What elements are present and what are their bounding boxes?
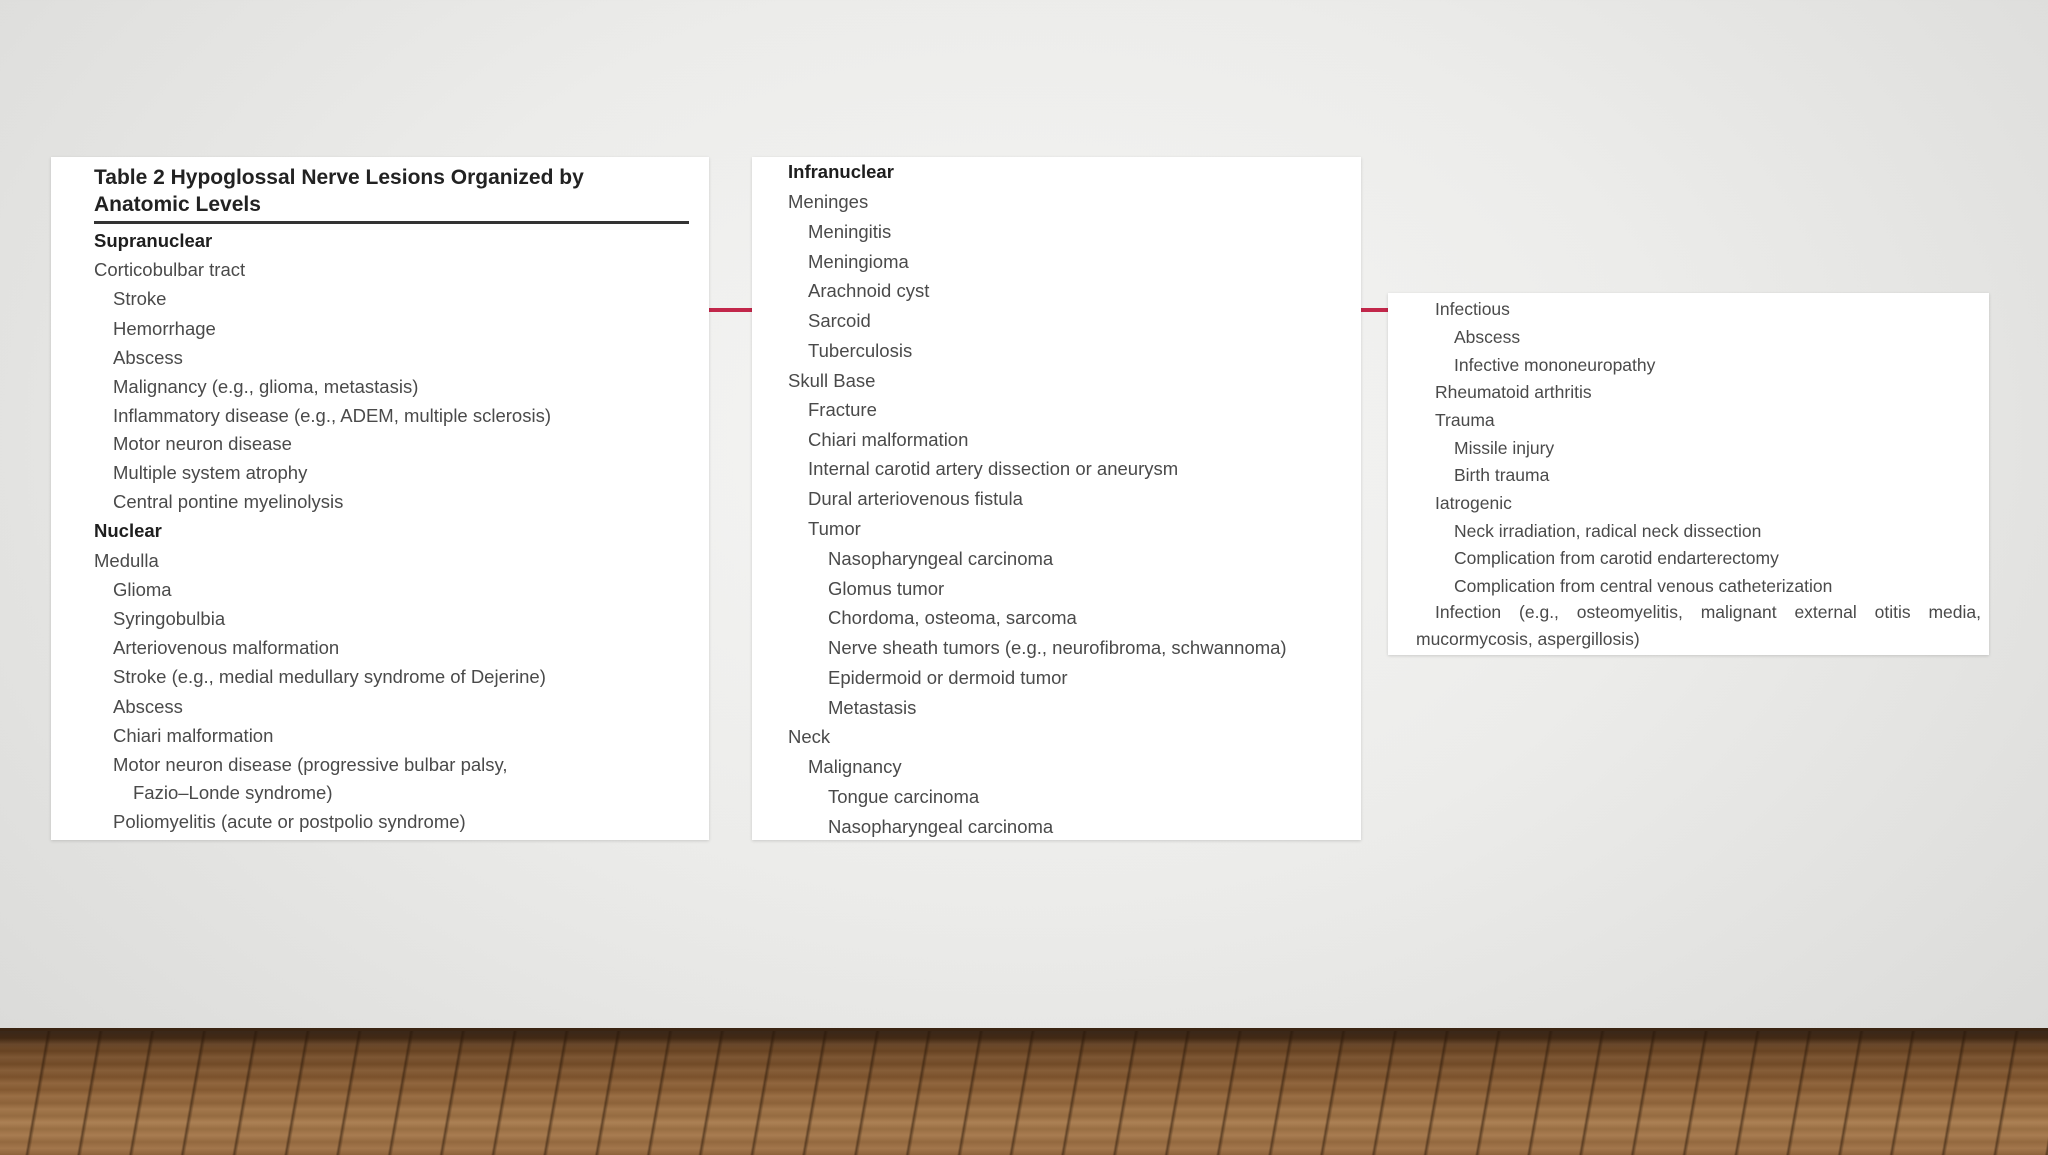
list-item: Syringobulbia	[113, 608, 226, 629]
list-item: Stroke (e.g., medial medullary syndrome of Dejerine)	[113, 666, 546, 687]
wood-floor	[0, 1028, 2048, 1155]
list-item: Motor neuron disease	[113, 433, 292, 454]
list-item: Infectious	[1435, 299, 1510, 319]
list-item: Arachnoid cyst	[808, 280, 930, 301]
table-title-line-2: Anatomic Levels	[94, 193, 261, 216]
list-item: Tongue carcinoma	[828, 786, 980, 807]
connector-line-left	[709, 308, 752, 312]
list-item: Meningitis	[808, 221, 892, 242]
list-item: Inflammatory disease (e.g., ADEM, multiple sclerosis)	[113, 405, 551, 426]
list-item: Birth trauma	[1454, 465, 1550, 485]
list-item: Stroke	[113, 288, 167, 309]
table-panel-supranuclear-nuclear	[51, 157, 709, 840]
list-item-line-2: mucormycosis, aspergillosis)	[1416, 629, 1640, 649]
list-item: Skull Base	[788, 370, 876, 391]
list-item: Poliomyelitis (acute or postpolio syndrome)	[113, 811, 466, 832]
table-title	[94, 164, 694, 218]
list-item: Multiple system atrophy	[113, 462, 308, 483]
list-item: Meningioma	[808, 251, 909, 272]
list-item-infection	[1416, 599, 1981, 653]
list-item: Chiari malformation	[808, 429, 969, 450]
list-item: Central pontine myelinolysis	[113, 491, 344, 512]
table-panel-infranuclear	[752, 157, 1361, 840]
list-item: Chiari malformation	[113, 725, 274, 746]
table-panel-infranuclear-continued	[1388, 293, 1989, 655]
list-item: Dural arteriovenous fistula	[808, 488, 1023, 509]
list-item: Medulla	[94, 550, 159, 571]
list-item: Abscess	[113, 347, 183, 368]
list-item: Iatrogenic	[1435, 493, 1512, 513]
list-item: Complication from carotid endarterectomy	[1454, 548, 1779, 568]
connector-line-right	[1361, 308, 1388, 312]
list-item: Epidermoid or dermoid tumor	[828, 667, 1068, 688]
list-item: Infective mononeuropathy	[1454, 355, 1656, 375]
section-heading-infranuclear: Infranuclear	[788, 161, 894, 182]
list-item-line-1: Infection (e.g., osteomyelitis, malignant external otitis media,	[1435, 602, 1981, 622]
list-item: Malignancy (e.g., glioma, metastasis)	[113, 376, 419, 397]
list-item: Abscess	[113, 696, 183, 717]
table-title-line-1: Table 2 Hypoglossal Nerve Lesions Organized by	[94, 166, 584, 189]
list-item: Metastasis	[828, 697, 917, 718]
list-item-continuation: Fazio–Londe syndrome)	[133, 782, 333, 803]
list-item: Nasopharyngeal carcinoma	[828, 816, 1054, 837]
list-item: Nerve sheath tumors (e.g., neurofibroma, schwannoma)	[828, 637, 1287, 658]
list-item: Complication from central venous catheterization	[1454, 576, 1833, 596]
list-item: Glioma	[113, 579, 172, 600]
list-item: Missile injury	[1454, 438, 1555, 458]
list-item: Abscess	[1454, 327, 1521, 347]
list-item: Tuberculosis	[808, 340, 913, 361]
list-item: Hemorrhage	[113, 318, 216, 339]
list-item: Glomus tumor	[828, 578, 945, 599]
list-item: Motor neuron disease (progressive bulbar palsy,	[113, 754, 508, 775]
list-item: Trauma	[1435, 410, 1495, 430]
list-item: Rheumatoid arthritis	[1435, 382, 1592, 402]
list-item: Nasopharyngeal carcinoma	[828, 548, 1054, 569]
section-heading-nuclear: Nuclear	[94, 520, 162, 541]
list-item: Neck	[788, 726, 831, 747]
list-item: Internal carotid artery dissection or aneurysm	[808, 458, 1179, 479]
list-item: Chordoma, osteoma, sarcoma	[828, 607, 1077, 628]
list-item: Tumor	[808, 518, 861, 539]
section-heading-supranuclear: Supranuclear	[94, 230, 213, 251]
list-item: Corticobulbar tract	[94, 259, 246, 280]
title-rule	[94, 221, 689, 224]
list-item: Arteriovenous malformation	[113, 637, 340, 658]
list-item: Fracture	[808, 399, 877, 420]
list-item: Sarcoid	[808, 310, 871, 331]
list-item: Malignancy	[808, 756, 902, 777]
list-item: Meninges	[788, 191, 869, 212]
list-item: Neck irradiation, radical neck dissection	[1454, 521, 1762, 541]
